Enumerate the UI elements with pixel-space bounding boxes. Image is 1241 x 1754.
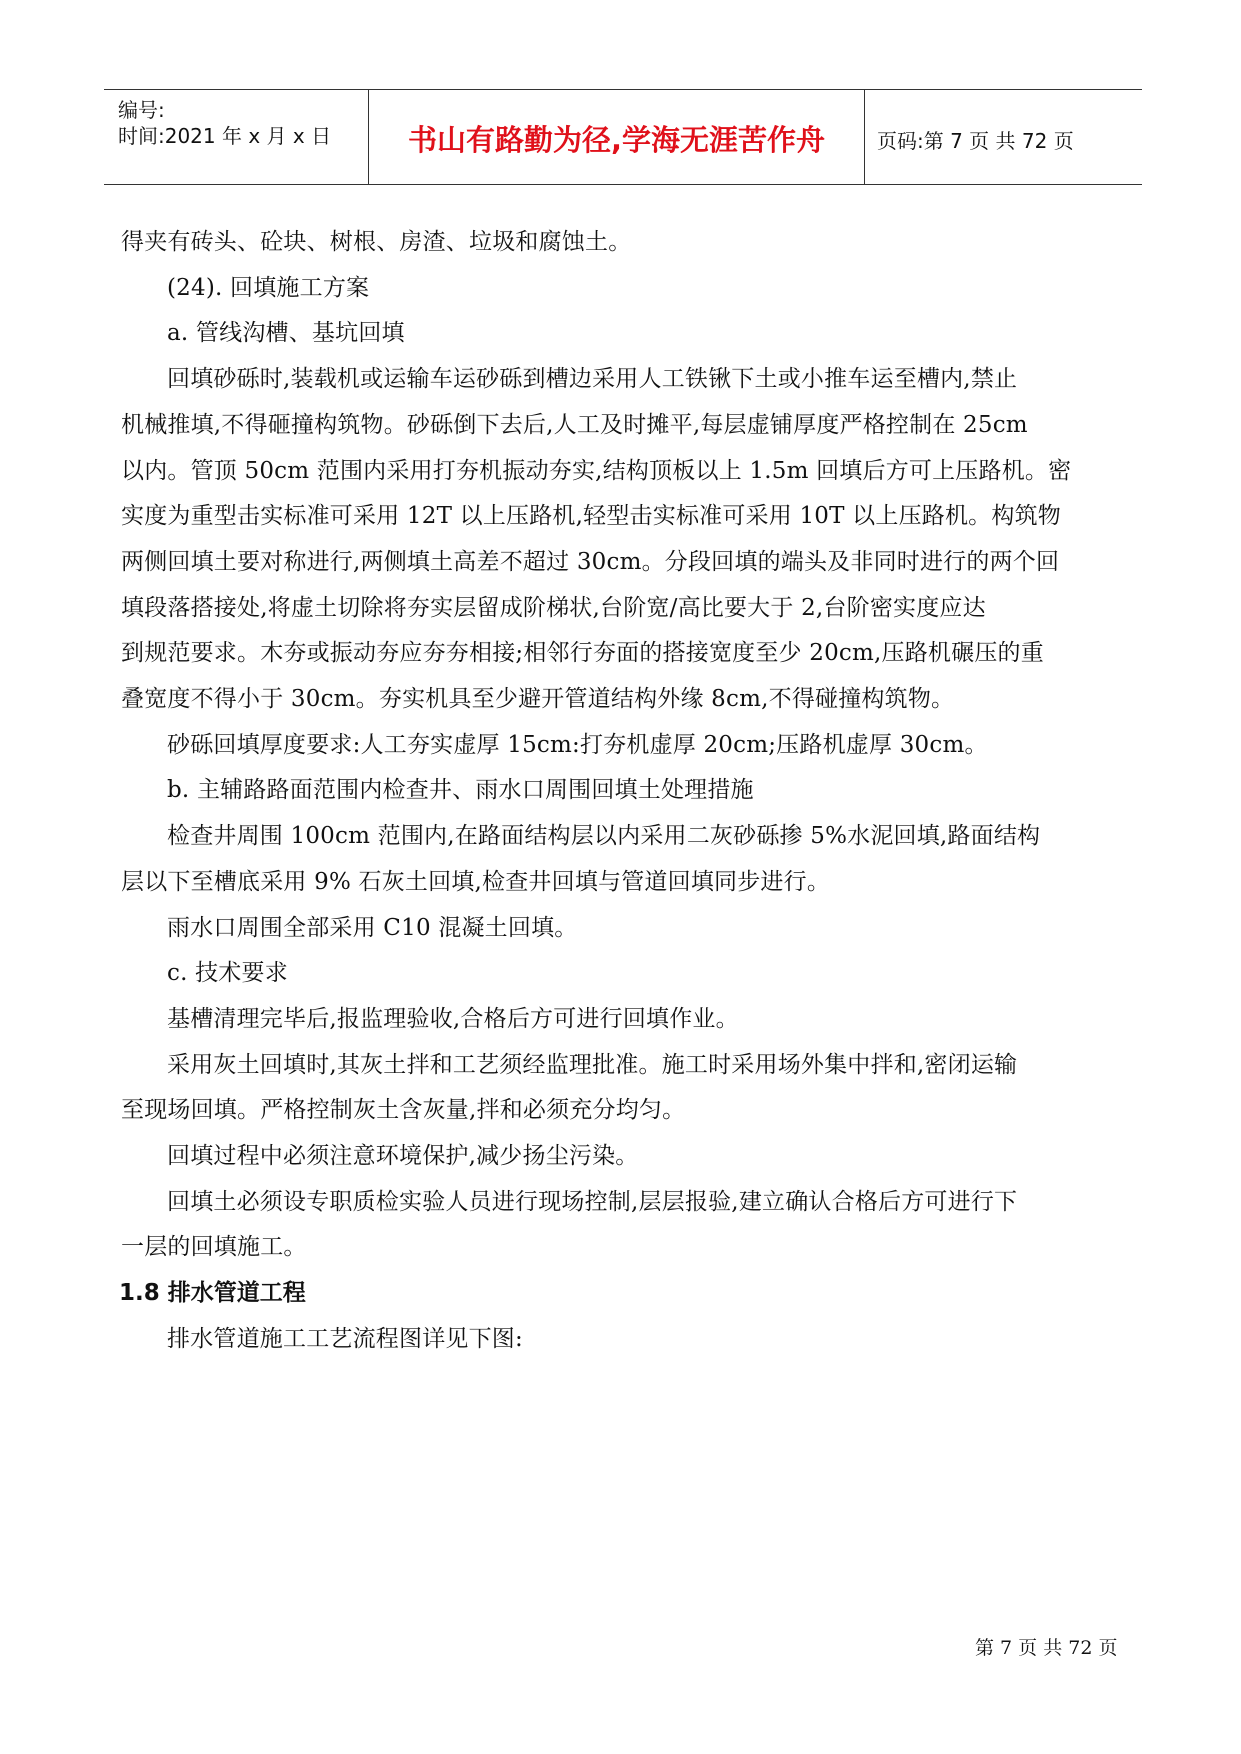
paragraph-line: 回填砂砾时,装载机或运输车运砂砾到槽边采用人工铁锹下土或小推车运至槽内,禁止 [167,366,1018,393]
subsection-title: (24). 回填施工方案 [167,274,370,301]
paragraph-line: 回填过程中必须注意环境保护,减少扬尘污染。 [167,1143,639,1170]
paragraph-line: 机械推填,不得砸撞构筑物。砂砾倒下去后,人工及时摊平,每层虚铺厚度严格控制在 25cm [121,411,1028,438]
paragraph-line: 以内。管顶 50cm 范围内采用打夯机振动夯实,结构顶板以上 1.5m 回填后方可上压路机。密 [121,457,1072,484]
paragraph-line: 采用灰土回填时,其灰土拌和工艺须经监理批准。施工时采用场外集中拌和,密闭运输 [167,1051,1018,1078]
page-footer: 第 7 页 共 72 页 [975,1637,1118,1659]
paragraph-line: 填段落搭接处,将虚土切除将夯实层留成阶梯状,台阶宽/高比要大于 2,台阶密实度应达 [121,594,986,621]
paragraph-line: 两侧回填土要对称进行,两侧填土高差不超过 30cm。分段回填的端头及非同时进行的两个回 [121,548,1060,575]
header-page-cell [865,90,1142,184]
paragraph-line: 层以下至槽底采用 9% 石灰土回填,检查井回填与管道回填同步进行。 [121,868,831,895]
header-motto: 书山有路勤为径,学海无涯苦作舟 [407,123,826,157]
item-heading: c. 技术要求 [167,960,288,987]
header-motto-cell [369,90,865,184]
paragraph-line: 到规范要求。木夯或振动夯应夯夯相接;相邻行夯面的搭接宽度至少 20cm,压路机碾压的重 [121,640,1044,667]
paragraph-line: 回填土必须设专职质检实验人员进行现场控制,层层报验,建立确认合格后方可进行下 [167,1188,1018,1215]
paragraph-line: 一层的回填施工。 [121,1234,307,1261]
page-header [104,89,1142,185]
section-intro: 排水管道施工工艺流程图详见下图: [167,1325,523,1352]
document-number-label: 编号: [118,98,165,122]
header-meta-cell [104,90,369,184]
header-page-code: 页码:第 7 页 共 72 页 [877,129,1074,153]
document-time-label: 时间:2021 年 x 月 x 日 [118,124,332,148]
item-heading: b. 主辅路路面范围内检查井、雨水口周围回填土处理措施 [167,777,754,804]
document-body [121,220,1131,1363]
paragraph-line: 实度为重型击实标准可采用 12T 以上压路机,轻型击实标准可采用 10T 以上压路机。构筑物 [121,503,1061,530]
paragraph-line: 雨水口周围全部采用 C10 混凝土回填。 [167,914,578,941]
paragraph-line: 基槽清理完毕后,报监理验收,合格后方可进行回填作业。 [167,1005,739,1032]
item-heading: a. 管线沟槽、基坑回填 [167,320,405,347]
paragraph-line: 检查井周围 100cm 范围内,在路面结构层以内采用二灰砂砾掺 5%水泥回填,路面结构 [167,823,1041,850]
paragraph-line: 叠宽度不得小于 30cm。夯实机具至少避开管道结构外缘 8cm,不得碰撞构筑物。 [121,686,955,713]
section-heading: 1.8 排水管道工程 [119,1280,306,1307]
paragraph-line: 得夹有砖头、砼块、树根、房渣、垃圾和腐蚀土。 [121,229,632,255]
paragraph-line: 至现场回填。严格控制灰土含灰量,拌和必须充分均匀。 [121,1097,686,1124]
paragraph-line: 砂砾回填厚度要求:人工夯实虚厚 15cm:打夯机虚厚 20cm;压路机虚厚 30cm。 [167,731,988,758]
